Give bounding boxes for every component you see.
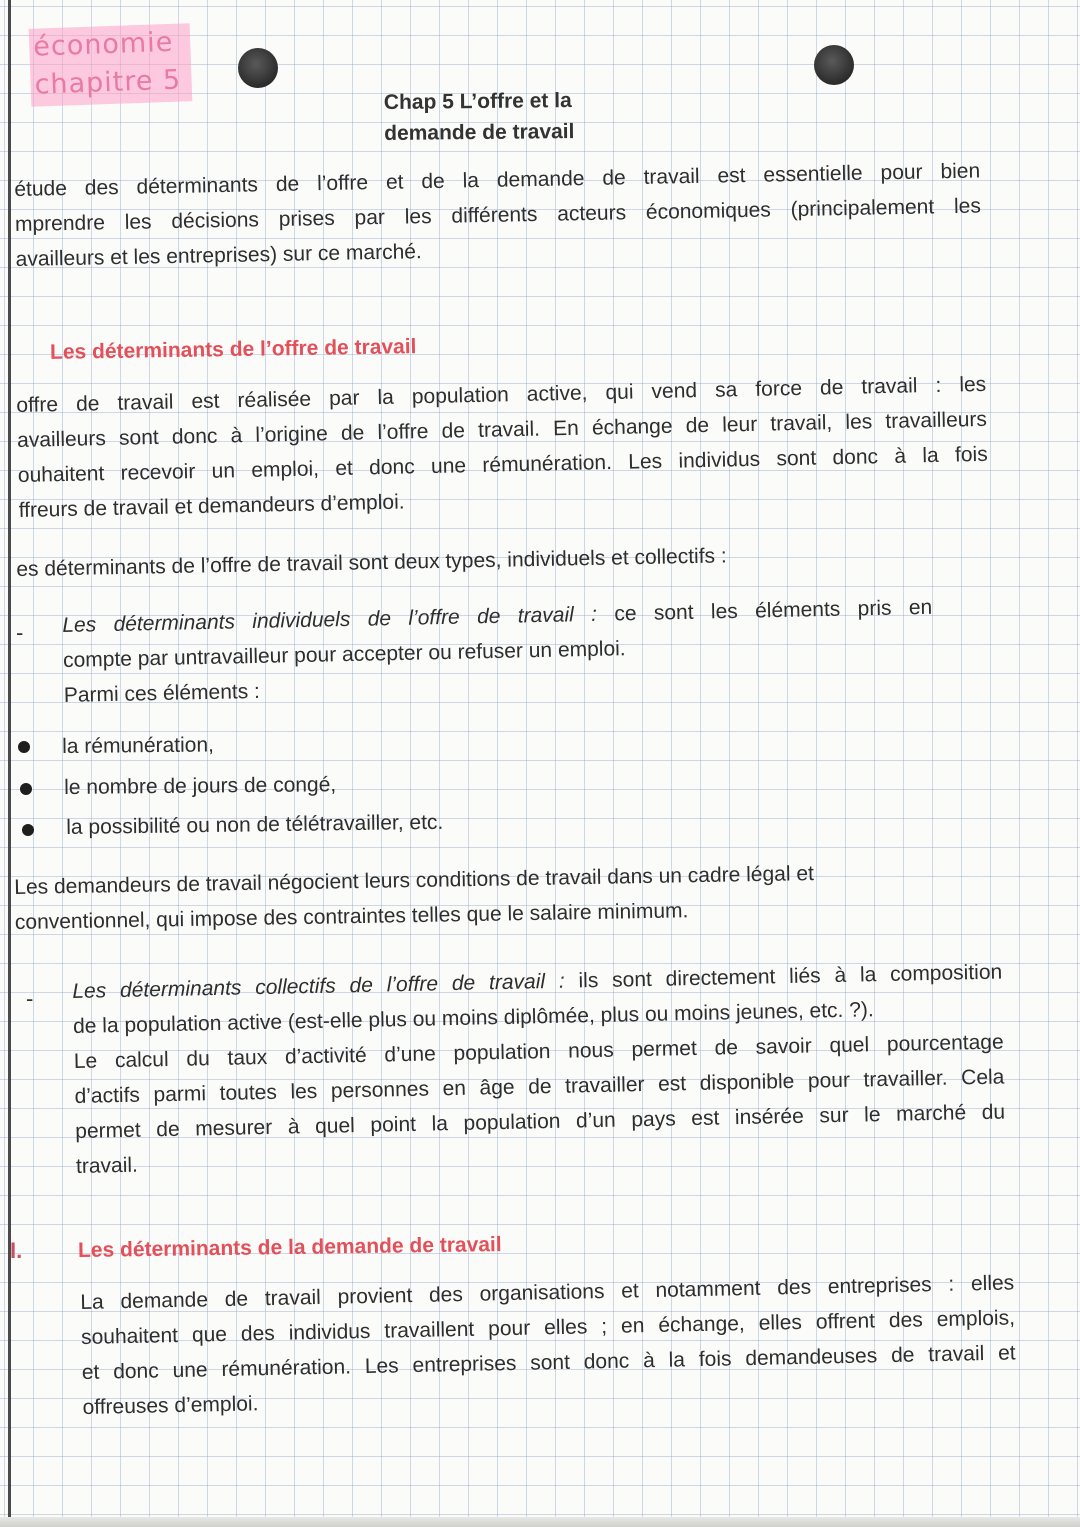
section-heading-demande: Les déterminants de la demande de travail xyxy=(77,1233,502,1262)
demande-line: souhaitent que des individus travaillent pour elles ; en échange, elles offrent des emplois, xyxy=(80,1306,1016,1349)
individual-term: Les déterminants individuels de l’offre de travail : xyxy=(62,602,598,637)
collective-line: d’actifs parmi toutes les personnes en âge de travailler est disponible pour travailler. Cela xyxy=(74,1065,1005,1108)
bullet-text: la possibilité ou non de télétravailler, etc. xyxy=(66,810,444,839)
individual-line-3: Parmi ces éléments : xyxy=(63,679,261,707)
individual-line-2: compte par untravailleur pour accepter ou refuser un emploi. xyxy=(62,637,626,672)
intro-line: availleurs et les entreprises) sur ce marché. xyxy=(15,240,422,271)
intro-line: étude des déterminants de l’offre et de la demande de travail est essentielle pour bien xyxy=(14,159,981,201)
title-line-1: Chap 5 L’offre et la xyxy=(383,89,572,114)
bullet-item xyxy=(66,805,444,845)
individual-rest: ce sont les éléments pris en xyxy=(596,595,933,626)
punch-hole-left xyxy=(238,48,278,88)
types-sentence xyxy=(16,538,727,587)
negotiation-line: conventionnel, qui impose des contraintes telles que le salaire minimum. xyxy=(14,899,689,934)
bullet-item xyxy=(62,727,214,764)
offre-paragraph xyxy=(16,367,989,528)
subject-line-1: économie xyxy=(32,26,174,63)
collective-rest: ils sont directement liés à la composition xyxy=(564,960,1003,993)
page-bottom-edge xyxy=(0,1517,1080,1527)
collective-line: de la population active (est-elle plus ou moins diplômée, plus ou moins jeunes, etc. ?). xyxy=(72,998,874,1038)
collective-line: Le calcul du taux d’activité d’une population nous permet de savoir quel pourcentage xyxy=(73,1030,1004,1073)
bullet-text: la rémunération, xyxy=(62,733,215,758)
bullet-dot-icon xyxy=(18,741,30,753)
bullet-text: le nombre de jours de congé, xyxy=(64,773,337,799)
subject-line-2: chapitre 5 xyxy=(34,64,182,101)
bullet-dot-icon xyxy=(22,824,34,836)
subject-highlight-label xyxy=(29,23,192,107)
offre-line: ffreurs de travail et demandeurs d’emploi. xyxy=(18,490,405,522)
negotiation-line: Les demandeurs de travail négocient leurs conditions de travail dans un cadre légal et xyxy=(14,862,815,899)
offre-line: availleurs sont donc à l’origine de l’offre de travail. En échange de leur travail, les travailleurs xyxy=(16,407,988,452)
offre-line: offre de travail est réalisée par la population active, qui vend sa force de travail : les xyxy=(16,372,987,417)
individual-block xyxy=(62,590,934,713)
demande-paragraph xyxy=(80,1265,1017,1425)
collective-dash: - xyxy=(26,986,34,1011)
punch-hole-right xyxy=(814,45,854,85)
negotiation-paragraph xyxy=(14,856,815,940)
types-line: es déterminants de l’offre de travail sont deux types, individuels et collectifs : xyxy=(16,544,727,581)
demande-line: et donc une rémunération. Les entreprises sont donc à la fois demandeuses de travail et xyxy=(81,1341,1016,1384)
collective-term: Les déterminants collectifs de l’offre de travail : xyxy=(72,969,565,1003)
demande-line: offreuses d’emploi. xyxy=(82,1392,259,1419)
collective-line: permet de mesurer à quel point la population d’un pays est insérée sur le marché du xyxy=(75,1100,1006,1143)
demande-line: La demande de travail provient des organisations et notamment des entreprises : elles xyxy=(80,1271,1015,1314)
margin-line xyxy=(8,0,11,1527)
intro-paragraph xyxy=(14,153,982,277)
collective-block xyxy=(72,955,1006,1184)
offre-line: ouhaitent recevoir un emploi, et donc une rémunération. Les individus sont donc à la fois xyxy=(17,442,988,487)
page-title xyxy=(384,85,575,149)
section-numeral: I. xyxy=(10,1238,23,1263)
bullet-dot-icon xyxy=(20,783,32,795)
bullet-item xyxy=(64,767,336,805)
collective-line: travail. xyxy=(75,1153,139,1178)
individual-dash: - xyxy=(16,620,24,645)
section-heading-offre: Les déterminants de l’offre de travail xyxy=(49,335,417,364)
title-line-2: demande de travail xyxy=(384,120,575,145)
intro-line: mprendre les décisions prises par les différents acteurs économiques (principalement les xyxy=(14,194,982,236)
